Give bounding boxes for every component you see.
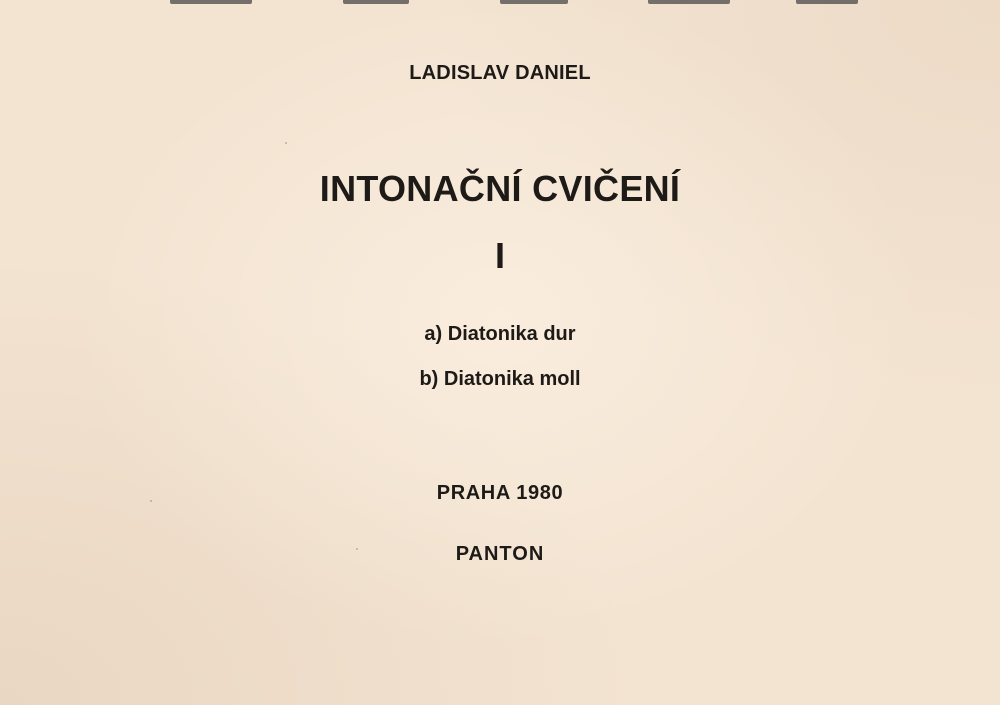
binding-mark	[500, 0, 568, 4]
book-title: INTONAČNÍ CVIČENÍ	[319, 168, 681, 209]
contents-item-diatonika-dur: a) Diatonika dur	[424, 323, 576, 345]
place-and-year: PRAHA 1980	[436, 482, 564, 504]
author-name: LADISLAV DANIEL	[409, 62, 591, 84]
binding-mark	[343, 0, 409, 4]
volume-number: I	[494, 235, 505, 276]
binding-mark	[796, 0, 858, 4]
contents-item-diatonika-moll: b) Diatonika moll	[419, 368, 581, 390]
binding-mark	[648, 0, 730, 4]
binding-mark	[170, 0, 252, 4]
publisher-name: PANTON	[455, 543, 545, 565]
paper-speck	[285, 142, 287, 144]
